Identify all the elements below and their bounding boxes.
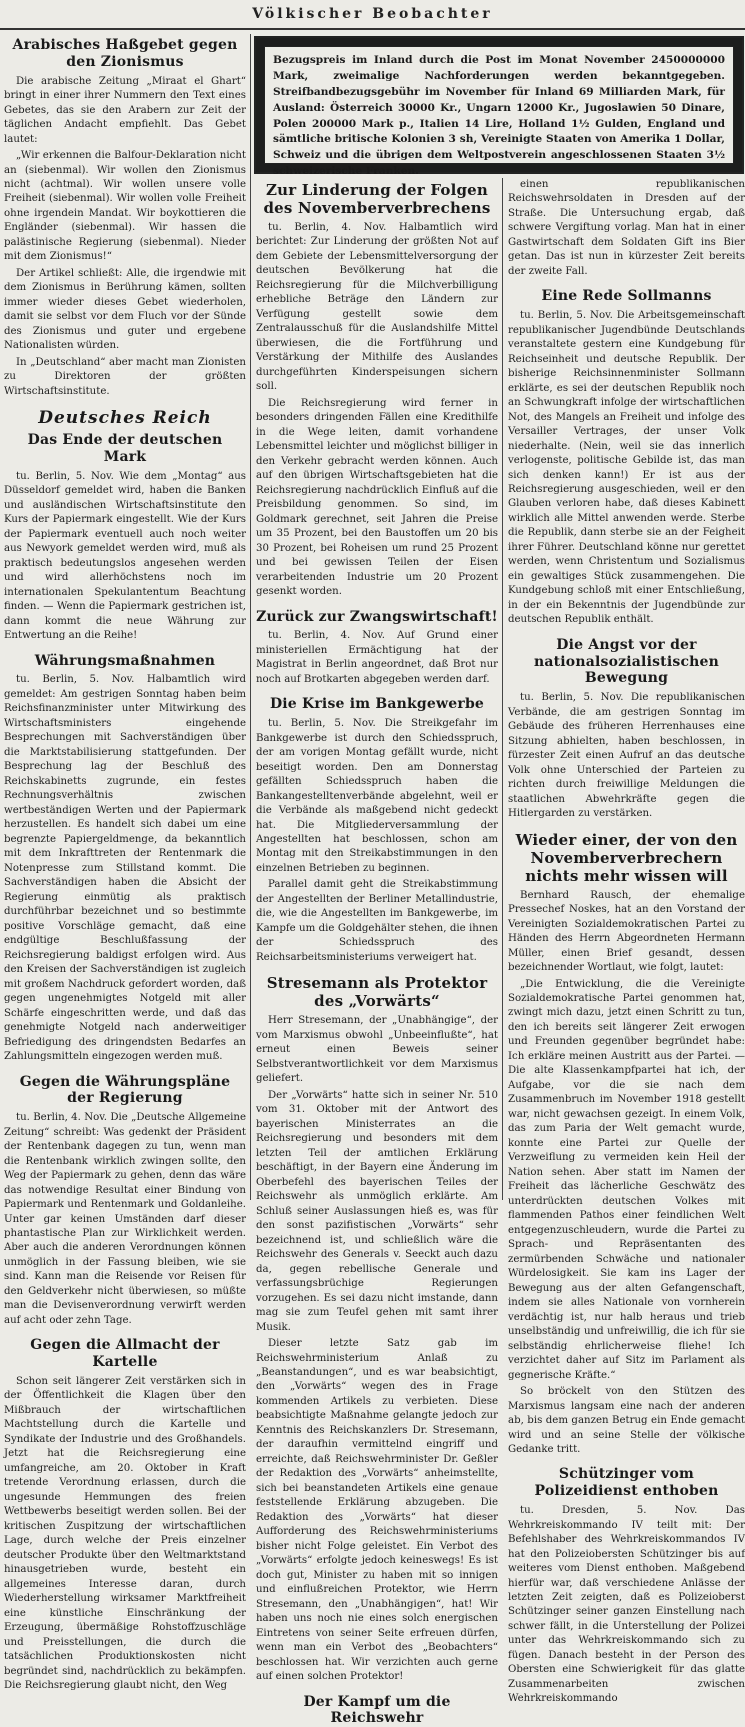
headline: Eine Rede Sollmanns (541, 288, 712, 305)
paragraph: tu. Berlin, 4. Nov. Halbamtlich wird berichtet: Zur Linderung der größten Not auf dem Gebiete der Lebensmittelversorgung der deutschen Bevölkerung hat die Reichsregierung für die Milchverbilligung erhebliche Beträge den Ländern zur Verfügung gestellt sowie dem Zentralausschuß für die Auslandshilfe Mittel überwiesen, die die Fortführung und Verstärkung der Mithilfe des Auslandes durchgeführten Kinderspeisungen sichern soll. (256, 222, 498, 393)
column-right (508, 178, 745, 1705)
subscription-notice-text: Bezugspreis im Inland durch die Post im Monat November 2450000000 Mark, zweimalige Nachforderungen werden bekanntgegeben. Streifbandbezugsgebühr im November für Inland 69 Milliarden Mark, für Ausland: Österreich 30000 Kr., Ungarn 12000 Kr., Jugoslawien 50 Dinare, Polen 200000 Mark p., Italien 14 Lire, Holland 1½ Gulden, England und sämtliche britische Kolonien 3 sh, Vereinigte Staaten von Amerika 1 Dollar, Schweiz und die übrigen dem Weltpostverein angeschlossenen Staaten 3½ schweizerische Franken. (264, 46, 734, 164)
paragraph: tu. Berlin, 5. Nov. Die Arbeitsgemeinschaft republikanischer Jugendbünde Deutschlands veranstaltete gestern eine Kundgebung für Reichseinheit und deutsche Republik. Der bisherige Reichsinnenminister Sollmann erklärte, es sei der deutschen Republik noch an Schwungkraft infolge der wirtschaftlichen Not, des Mangels an Freiheit und infolge des Versailler Vertrages, der unser Volk niederhalte. (Nein, weil sie das innerlich verlogenste, politische Gebilde ist, das man sich denken kann!) Er ist aus der Reichsregierung ausgeschieden, weil er den Glauben verloren habe, daß dieses Kabinett wirklich alle Mittel anwenden werde. Sterbe die Republik, dann sterbe sie an der Feigheit ihrer Führer. Deutschland könne nur gerettet werden, wenn Christentum und Sozialismus ein gewaltiges Stück zusammengehen. Die Kundgebung schloß mit einer Entschließung, in der ein Bekenntnis der Jugendbünde zur deutschen Republik enthält. (508, 310, 745, 626)
paragraph: Die Reichsregierung wird ferner in besonders dringenden Fällen eine Kredithilfe in die Wege leiten, damit vorhandene Lebensmittel leichter und möglichst billiger in den Verkehr gebracht werden können. Auch auf den übrigen Wirtschaftsgebieten hat die Reichsregierung nachdrücklich Einfluß auf die Preisbildung genommen. So sind, im Goldmark gerechnet, seit Jahren die Preise um 35 Prozent, bei den Baustoffen um 20 bis 30 Prozent, bei Roheisen um rund 25 Prozent und bei gewissen Teilen der Eisen verarbeitenden Industrie um 20 Prozent gesenkt worden. (256, 397, 498, 598)
column-left (4, 34, 246, 1692)
paragraph: So bröckelt von den Stützen des Marxismus langsam eine nach der anderen ab, bis dem ganzen Betrug ein Ende gemacht wird und an seine Stelle der völkische Gedanke tritt. (508, 1386, 745, 1455)
paragraph: tu. Berlin, 4. Nov. Die „Deutsche Allgemeine Zeitung“ schreibt: Was gedenkt der Präsident der Rentenbank dagegen zu tun, wenn man die Rentenbank wirklich zwingen sollte, den Weg der Papiermark zu gehen, denn das wäre das notwendige Resultat einer Bindung von Papiermark und Rentenmark und Goldanleihe. Unter gar keinen Umständen darf dieser phantastische Plan zur Wirklichkeit werden. Aber auch die anderen Verordnungen können unmöglich in der Fassung bleiben, wie sie sind. Kann man die Reisende vor Reisen für den Geldverkehr nicht überwiesen, so müßte man die Devisenverordnung verwirft werden auf acht oder zehn Tage. (4, 1112, 246, 1326)
headline: Stresemann als Protektor des „Vorwärts“ (266, 974, 488, 1011)
paragraph: „Die Entwicklung, die die Vereinigte Sozialdemokratische Partei genommen hat, zwingt mich dazu, jetzt einen Schritt zu tun, den ich bereits seit längerer Zeit erwogen und Freunden gegenüber begründet habe: Ich erkläre meinen Austritt aus der Partei. — Die alte Klassenkampfpartei hat ich, der Aufgabe, vor die sie nach dem Zusammenbruch im November 1918 gestellt war, nicht gewachsen gezeigt. In einem Volk, das zum Paria der Welt gemacht wurde, konnte eine Partei zur Quelle der Verzweiflung zu vermeiden kein Heil der Nation sehen. Aber statt im Namen der Freiheit das lächerliche Geschwätz des unterdrückten deutschen Volkes mit flammenden Pathos einer feindlichen Welt entgegenzuschleudern, wurde die Partei zu Sprach- und Repräsentanten des zermürbenden Schwäche und nationaler Würdelosigkeit. Sie kam ins Lager der Bewegung aus der alten Gefangenschaft, indem sie alles Nationale von vornherein verdächtig ist, nur halb heraus und trieb unselbständig und unfreiwillig, die ich für sie selbständig ehrlicherweise fliehe! Ich verzichtet daher auf Sitz im Parlament als gegnerische Kräfte.“ (508, 978, 745, 1381)
column-divider-2 (502, 178, 503, 1200)
subscription-notice-box (254, 36, 744, 178)
article-sollmann (508, 288, 745, 627)
section-banner: Deutsches Reich (38, 408, 212, 429)
paragraph: Herr Stresemann, der „Unabhängige“, der vom Marxismus obwohl „Unbeeinflußte“, hat erneut einen Beweis seiner Selbstverantwortlichkeit vor dem Marxismus geliefert. (256, 1015, 498, 1085)
headline: Zur Linderung der Folgen des Novemberverbrechens (263, 181, 491, 217)
paragraph: tu. Berlin, 5. Nov. Die republikanischen Verbände, die am gestrigen Sonntag im Gebäude des früheren Herrenhauses eine Sitzung abhielten, haben beschlossen, in fürzester Zeit einen Aufruf an das deutsche Volk ohne Unterschied der Parteien zu richten durch freiwillige Meldungen die staatlichen Abwehrkräfte gegen die Hitlergarden zu verstärken. (508, 692, 745, 820)
article-relief (256, 181, 498, 600)
paragraph: Der Artikel schließt: Alle, die irgendwie mit dem Zionismus in Berührung kämen, sollten immer wieder dieses Gebet wiederholen, damit sie selbst vor dem Fluch vor der Sünde des Zionismus und guter und ergebene Nationalisten würden. (4, 267, 246, 352)
paragraph: Der „Vorwärts“ hatte sich in seiner Nr. 510 vom 31. Oktober mit der Antwort des bayerischen Ministerrates an die Reichsregierung und besonders mit dem letzten Teil der amtlichen Erklärung beschäftigt, in der Bayern eine Änderung im Oberbefehl des bayerischen Teiles der Reichswehr als unmöglich erklärte. Am Schluß seiner Auslassungen hieß es, was für den sonst pazifistischen „Vorwärts“ sehr bezeichnend ist, und schließlich wäre die Reichswehr des Generals v. Seeckt auch dazu da, gegen rebellische Generale und verfassungsbrüchige Regierungen vorzugehen. Es sei dazu nicht imstande, dann mag sie zum Teufel gehen mit samt ihrer Musik. (256, 1089, 498, 1333)
article-stresemann (256, 974, 498, 1684)
article-against-currency-plans (4, 1074, 246, 1329)
headline: Schützinger vom Polizeidienst enthoben (534, 1466, 719, 1500)
paragraph: In „Deutschland“ aber macht man Zionisten zu Direktoren der größten Wirtschaftsinstitute. (4, 356, 246, 397)
article-banking-crisis (256, 696, 498, 965)
article-currency-measures (4, 653, 246, 1065)
paragraph: tu. Berlin, 5. Nov. Die Streikgefahr im Bankgewerbe ist durch den Schiedsspruch, der am vorigen Montag gefällt wurde, nicht beseitigt worden. Den am Donnerstag gefällten Schiedsspruch haben die Bankangestelltenverbände abgelehnt, weil er die Verbände als maßgebend nicht gedeckt hat. Die Mitgliederversammlung der Angestellten hat beschlossen, schon am Montag mit den Streikabstimmungen in den einzelnen Betrieben zu beginnen. (256, 718, 498, 874)
headline: Wieder einer, der von den Novemberverbrechern nichts mehr wissen will (515, 830, 738, 885)
paragraph: „Wir erkennen die Balfour-Deklaration nicht an (siebenmal). Wir wollen den Zionismus nicht (achtmal). Wir wollen unsere volle Freiheit (siebenmal). Wir wollen volle Freiheit ohne irgendein Mandat. Wir boykottieren die Engländer (siebenmal). Wir hassen die palästinische Regierung (siebenmal). Nieder mit dem Zionismus!“ (4, 150, 246, 263)
paragraph: tu. Berlin, 4. Nov. Auf Grund einer ministeriellen Ermächtigung hat der Magistrat in Berlin angeordnet, daß Brot nur noch auf Brotkarten abgegeben werden darf. (256, 630, 498, 685)
headline: Gegen die Allmacht der Kartelle (30, 1337, 220, 1371)
headline: Die Angst vor der nationalsozialistischen Bewegung (533, 636, 720, 687)
article-rausch (508, 831, 745, 1458)
headline: Das Ende der deutschen Mark (27, 432, 223, 466)
headline: Gegen die Währungspläne der Regierung (19, 1073, 231, 1107)
headline: Zurück zur Zwangswirtschaft! (256, 608, 498, 625)
masthead: Völkischer Beobachter (252, 6, 493, 22)
headline: Der Kampf um die Reichswehr (303, 1693, 451, 1727)
paragraph: tu. Berlin, 5. Nov. Wie dem „Montag“ aus Düsseldorf gemeldet wird, haben die Banken und ausländischen Wirtschaftsinstitute den Kurs der Papiermark eingestellt. Wie der Kurs der Papiermark eventuell auch noch weiter aus Newyork gemeldet werden wird, muß als praktisch bedeutungslos angesehen werden und wird allerhöchstens noch im internationalen Spekulantentum Beachtung finden. — Wenn die Papiermark gestrichen ist, dann kommt die neue Währung zur Entwertung an die Reihe! (4, 470, 246, 642)
article-reichswehr (256, 1694, 498, 1727)
paragraph: Schon seit längerer Zeit verstärken sich in der Öffentlichkeit die Klagen über den Mißbrauch der wirtschaftlichen Machtstellung durch die Kartelle und Syndikate der Industrie und des Großhandels. Jetzt hat die Reichsregierung eine umfangreiche, am 20. Oktober in Kraft tretende Verordnung erlassen, durch die ungesunde Hemmungen des freien Wettbewerbs beseitigt werden sollen. Bei der kritischen Zuspitzung der wirtschaftlichen Lage, durch welche der Preis einzelner deutscher Produkte über den Weltmarktstand hinausgetrieben wurde, besteht ein allgemeines Interesse daran, durch Wiederherstellung wirksamer Marktfreiheit eine künstliche Einschränkung der Erzeugung, übermäßige Rohstoffzuschläge und Preisstellungen, die durch die tatsächlichen Produktionskosten nicht begründet sind, nachdrücklich zu bekämpfen. Die Reichsregierung glaubt nicht, den Weg (4, 1375, 246, 1692)
top-rule (0, 28, 745, 30)
article-fear-of-movement (508, 637, 745, 822)
article-end-of-mark (4, 432, 246, 643)
paragraph: tu. Berlin, 5. Nov. Halbamtlich wird gemeldet: Am gestrigen Sonntag haben beim Reichsfinanzminister unter Mitwirkung des Wirtschaftsministers eingehende Besprechungen mit Sachverständigen über die Marktstabilisierung stattgefunden. Der Besprechung lag der Beschluß des Reichskabinetts zugrunde, ein festes Rechnungsverhältnis zwischen wertbeständigen Werten und der Papiermark herzustellen. Es handelt sich dabei um eine begrenzte Papiergeldmenge, da bekanntlich mit dem Inkrafttreten der Rentenmark die Notenpresse zum Stillstand kommt. Die Sachverständigen haben die Absicht der Regierung einmütig als praktisch durchführbar bezeichnet und so bestimmte positive Vorschläge gemacht, daß eine endgültige Beschlußfassung der Reichsregierung baldigst erfolgen wird. Aus den Kreisen der Sachverständigen ist zugleich mit großem Nachdruck gefordert worden, daß gegen ungenehmigtes Notgeld mit aller Schärfe eingeschritten werde, und daß das genehmigte Notgeld nach anderweitiger Befriedigung des dringendsten Bedarfes an Zahlungsmitteln eingezogen werden muß. (4, 674, 246, 1063)
paragraph: Parallel damit geht die Streikabstimmung der Angestellten der Berliner Metallindustrie, die, wie die Angestellten im Bankgewerbe, im Kampfe um die Goldgehälter stehen, die ihnen der Schiedsspruch des Reichsarbeitsministeriums verweigert hat. (256, 879, 498, 963)
article-controlled-economy (256, 609, 498, 688)
paragraph: Bernhard Rausch, der ehemalige Pressechef Noskes, hat an den Vorstand der Vereinigten Sozialdemokratischen Partei zu Händen des Herrn Abgeordneten Hermann Müller, einen Brief gesandt, dessen bezeichnender Wortlaut, wie folgt, lautet: (508, 889, 745, 974)
headline: Währungsmaßnahmen (34, 652, 216, 669)
article-poisoning-continued (508, 178, 745, 279)
headline: Die Krise im Bankgewerbe (269, 696, 485, 713)
headline: Arabisches Haßgebet gegen den Zionismus (12, 37, 238, 70)
article-schuetzinger (508, 1466, 745, 1706)
paragraph: einen republikanischen Reichswehrsoldaten in Dresden auf der Straße. Die Untersuchung ergab, daß schwere Vergiftung vorlag. Man hat in einer Gastwirtschaft dem Soldaten Gift ins Bier getan. Das ist nun in kürzester Zeit bereits der zweite Fall. (508, 179, 745, 277)
article-arab-prayer (4, 37, 246, 399)
column-divider-1 (250, 34, 251, 1200)
paragraph: Die arabische Zeitung „Miraat el Ghart“ bringt in einer ihrer Nummern den Text eines Gebetes, das sie den Arabern zur Zeit der täglichen Andacht empfiehlt. Das Gebet lautet: (4, 75, 246, 145)
column-middle (256, 178, 498, 1727)
article-cartels (4, 1337, 246, 1693)
paragraph: tu. Dresden, 5. Nov. Das Wehrkreiskommando IV teilt mit: Der Befehlshaber des Wehrkreiskommandos IV hat den Polizeiobersten Schützinger bis auf weiteres vom Dienst enthoben. Maßgebend hierfür war, daß verschiedene Anlässe der letzten Zeit zeigten, daß es Polizeioberst Schützinger seiner ganzen Einstellung nach schwer fällt, in die Unterstellung der Polizei unter das Wehrkreiskommando sich zu fügen. Danach besteht in der Person des Obersten eine Schwierigkeit für das glatte Zusammenarbeiten zwischen Wehrkreiskommando (508, 1505, 745, 1705)
paragraph: Dieser letzte Satz gab im Reichswehrministerium Anlaß zu „Beanstandungen“, und es war beabsichtigt, den „Vorwärts“ wegen des in Frage kommenden Artikels zu verbieten. Diese beabsichtigte Maßnahme gelangte jedoch zur Kenntnis des Reichskanzlers Dr. Stresemann, der daraufhin vermittelnd eingriff und erreichte, daß Reichswehrminister Dr. Geßler der Redaktion des „Vorwärts“ anheimstellte, sich bei beanstandeten Artikels eine genaue feststellende Erklärung abzugeben. Die Redaktion des „Vorwärts“ hat dieser Aufforderung des Reichswehrministeriums bisher nicht Folge geleistet. Ein Verbot des „Vorwärts“ erfolgte jedoch keineswegs! Es ist doch gut, Minister zu haben mit so innigen und einflußreichen Protektor, wie Herrn Stresemann, den „Unabhängigen“, hat! Wir haben uns noch nie eines solch energischen Eintretens von seiner Seite erfreuen dürfen, wenn man ein Verbot des „Beobachters“ beschlossen hat. Wir verzichten auch gerne auf einen solchen Protektor! (256, 1338, 498, 1683)
